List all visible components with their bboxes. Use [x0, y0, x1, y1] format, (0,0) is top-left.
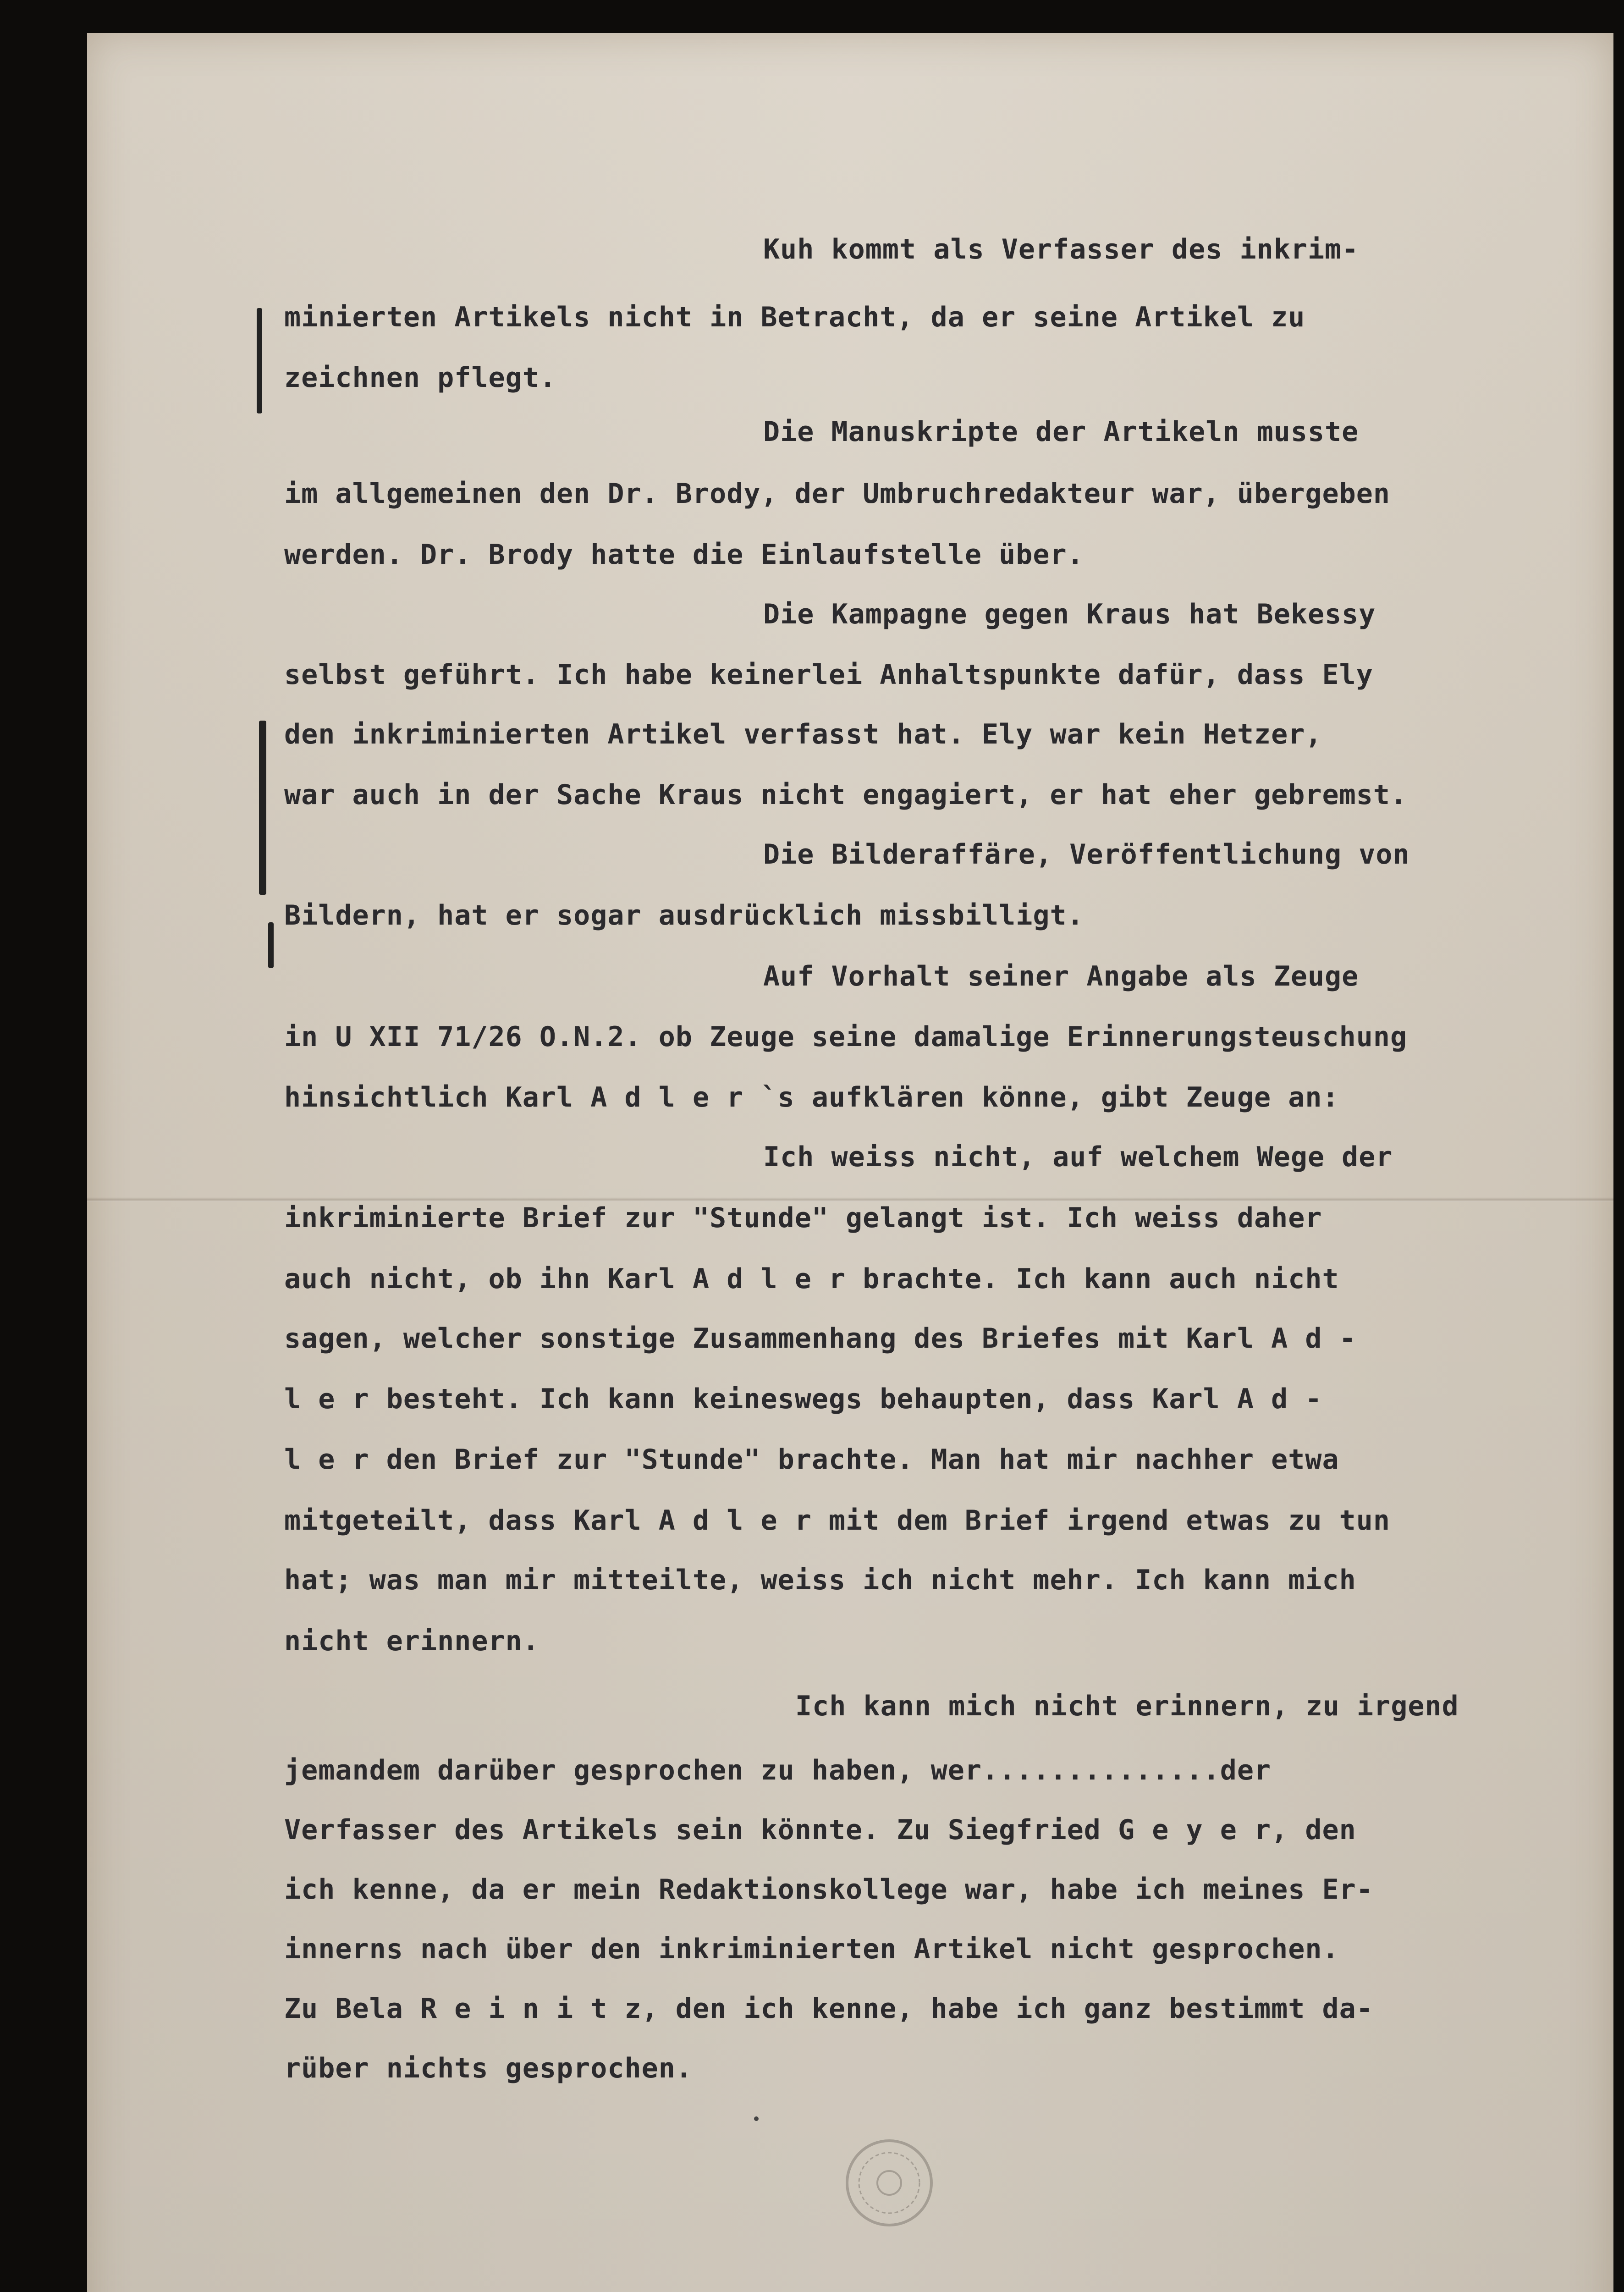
text-line: hinsichtlich Karl A d l e r `s aufklären könne, gibt Zeuge an: [284, 1081, 1339, 1113]
text-line: den inkriminierten Artikel verfasst hat. Ely war kein Hetzer, [284, 718, 1322, 750]
text-line: Bildern, hat er sogar ausdrücklich missbilligt. [284, 899, 1084, 931]
text-line: l e r besteht. Ich kann keineswegs behaupten, dass Karl A d - [284, 1383, 1322, 1415]
text-line: werden. Dr. Brody hatte die Einlaufstelle über. [284, 539, 1084, 571]
text-line: l e r den Brief zur "Stunde" brachte. Man hat mir nachher etwa [284, 1444, 1339, 1476]
text-line: sagen, welcher sonstige Zusammenhang des Briefes mit Karl A d - [284, 1322, 1356, 1355]
text-line: mitgeteilt, dass Karl A d l e r mit dem Brief irgend etwas zu tun [284, 1504, 1390, 1537]
text-line: nicht erinnern. [284, 1625, 539, 1657]
text-line: rüber nichts gesprochen. [284, 2052, 693, 2084]
text-line: ich kenne, da er mein Redaktionskollege war, habe ich meines Er- [284, 1873, 1373, 1906]
page-fold [87, 1197, 1613, 1202]
margin-mark [268, 922, 274, 968]
text-line: auch nicht, ob ihn Karl A d l e r brachte. Ich kann auch nicht [284, 1263, 1339, 1295]
text-line: Kuh kommt als Verfasser des inkrim- [763, 233, 1359, 265]
text-line: in U XII 71/26 O.N.2. ob Zeuge seine damalige Erinnerungsteuschung [284, 1021, 1408, 1053]
text-line: Ich kann mich nicht erinnern, zu irgend [795, 1690, 1459, 1722]
text-line: jemandem darüber gesprochen zu haben, wer..............der [284, 1754, 1272, 1786]
text-line: minierten Artikels nicht in Betracht, da er seine Artikel zu [284, 301, 1305, 333]
document-page [87, 33, 1613, 2292]
text-line: zeichnen pflegt. [284, 362, 556, 394]
margin-mark [257, 308, 262, 413]
text-line: innerns nach über den inkriminierten Artikel nicht gesprochen. [284, 1933, 1339, 1965]
ink-dot [754, 2116, 759, 2121]
text-line: Die Bilderaffäre, Veröffentlichung von [763, 838, 1410, 871]
text-line: inkriminierte Brief zur "Stunde" gelangt ist. Ich weiss daher [284, 1202, 1322, 1234]
text-line: Ich weiss nicht, auf welchem Wege der [763, 1141, 1393, 1173]
archive-stamp [839, 2132, 940, 2233]
text-line: Verfasser des Artikels sein könnte. Zu Siegfried G e y e r, den [284, 1814, 1356, 1846]
text-line: Die Manuskripte der Artikeln musste [763, 416, 1359, 448]
text-line: war auch in der Sache Kraus nicht engagiert, er hat eher gebremst. [284, 779, 1408, 811]
text-line: Auf Vorhalt seiner Angabe als Zeuge [763, 960, 1359, 992]
text-line: hat; was man mir mitteilte, weiss ich nicht mehr. Ich kann mich [284, 1564, 1356, 1596]
text-line: Die Kampagne gegen Kraus hat Bekessy [763, 598, 1376, 630]
margin-mark [259, 721, 266, 895]
text-line: Zu Bela R e i n i t z, den ich kenne, habe ich ganz bestimmt da- [284, 1993, 1373, 2025]
text-line: im allgemeinen den Dr. Brody, der Umbruchredakteur war, übergeben [284, 478, 1390, 510]
text-line: selbst geführt. Ich habe keinerlei Anhaltspunkte dafür, dass Ely [284, 659, 1373, 691]
